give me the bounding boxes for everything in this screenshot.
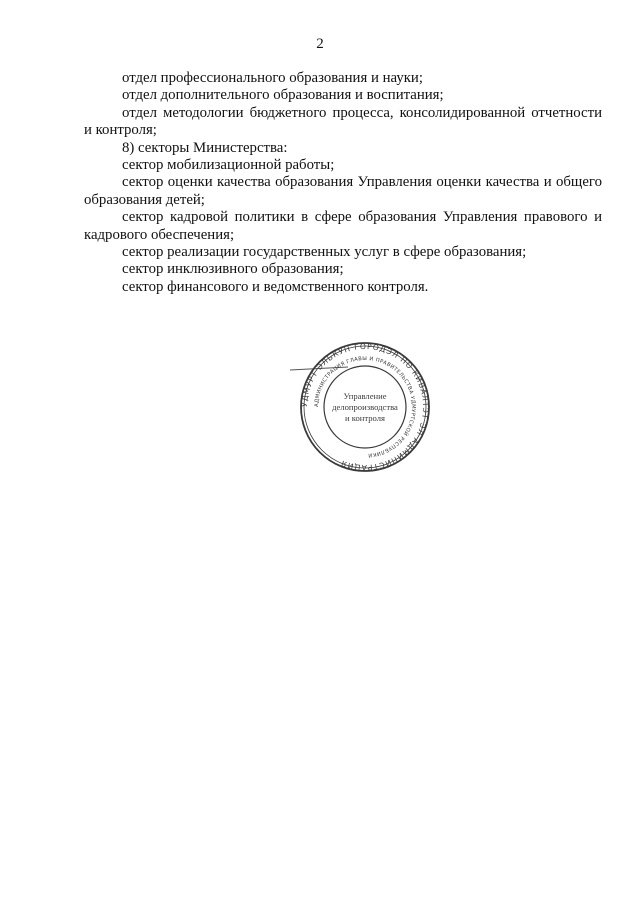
paragraph: сектор кадровой политики в сфере образования Управления правового и кадрового обеспечения; (84, 209, 602, 243)
stamp-center-line: делопроизводства (332, 402, 398, 412)
stamp-outer-text: УДМУРТ ЭЛЬКУН ГОРОДЭЛ НО КИВАЛТЭТ ЭЛ АДМИНИСТРАЦИЯ (299, 341, 431, 473)
paragraph: 8) секторы Министерства: (122, 139, 288, 156)
stamp-center-line: Управление (343, 391, 387, 401)
paragraph: сектор мобилизационной работы; (122, 157, 335, 174)
paragraph: отдел дополнительного образования и воспитания; (122, 87, 444, 104)
document-body (84, 70, 602, 296)
paragraph: отдел методологии бюджетного процесса, консолидированной отчетности и контроля; (84, 104, 602, 139)
paragraph: сектор оценки качества образования Управления оценки качества и общего образования детей; (84, 174, 602, 208)
paragraph: сектор реализации государственных услуг в сфере образования; (122, 244, 527, 261)
paragraph: отдел профессионального образования и науки; (122, 70, 423, 86)
stamp-center-line: и контроля (345, 413, 385, 423)
paragraph: сектор инклюзивного образования; (122, 261, 344, 278)
page-number: 2 (316, 36, 324, 52)
official-stamp (290, 340, 440, 475)
stamp-inner-text: АДМИНИСТРАЦИЯ ГЛАВЫ И ПРАВИТЕЛЬСТВА УДМУРТСКОЙ РЕСПУБЛИКИ (313, 355, 417, 458)
paragraph: сектор финансового и ведомственного контроля. (122, 278, 429, 295)
